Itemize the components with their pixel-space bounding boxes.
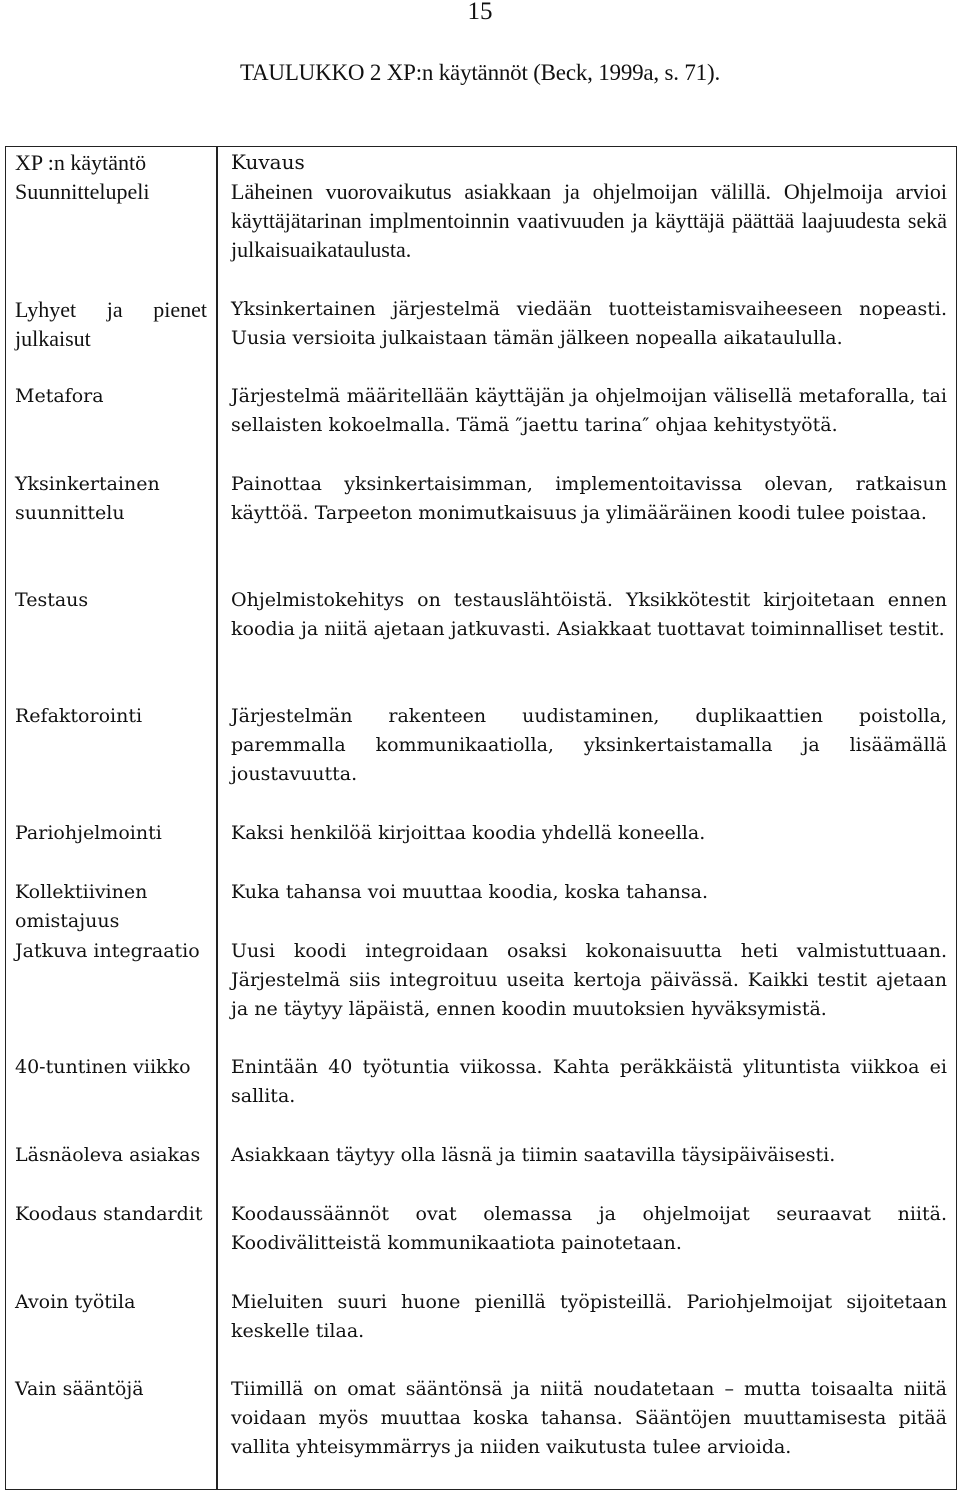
practice-cell: Lyhyet ja pienet julkaisut: [15, 297, 207, 351]
description-cell: Tiimillä on omat sääntönsä ja niitä noudatetaan – mutta toisaalta niitä voidaan myös muuttaa koska tahansa. Sääntöjen muuttamisesta pitää vallita yhteisymmärrys ja niiden vaikutusta tulee arvioida.: [231, 1378, 947, 1458]
practice-cell: Testaus: [15, 589, 89, 611]
practice-cell: Kollektiivinen omistajuus: [15, 881, 148, 932]
description-cell: Järjestelmän rakenteen uudistaminen, duplikaattien poistolla, paremmalla kommunikaatiolla, yksinkertaistamalla ja lisäämällä joustavuutta.: [231, 705, 947, 785]
description-cell: Läheinen vuorovaikutus asiakkaan ja ohjelmoijan välillä. Ohjelmoija arvioi käyttäjätarinan implmentoinnin vaativuuden ja käyttäjä päättää laajuudesta sekä julkaisuaikataulusta.: [231, 179, 947, 262]
practice-cell: Suunnittelupeli: [15, 179, 150, 204]
practice-cell: Refaktorointi: [15, 705, 143, 727]
column-divider: [216, 146, 218, 1490]
practice-cell: Metafora: [15, 385, 104, 407]
practice-cell: Jatkuva integraatio: [15, 940, 200, 962]
description-cell: Yksinkertainen järjestelmä viedään tuotteistamisvaiheeseen nopeasti. Uusia versioita julkaistaan tämän jälkeen nopealla aikataululla.: [231, 298, 947, 349]
header-description: Kuvaus: [231, 150, 305, 174]
practice-cell: Avoin työtila: [15, 1291, 136, 1313]
practice-cell: Pariohjelmointi: [15, 822, 162, 844]
description-cell: Järjestelmä määritellään käyttäjän ja ohjelmoijan välisellä metaforalla, tai sellaisten kokoelmalla. Tämä ″jaettu tarina″ ohjaa kehitystyötä.: [231, 385, 947, 436]
header-practice: XP :n käytäntö: [15, 150, 147, 175]
description-cell: Ohjelmistokehitys on testauslähtöistä. Yksikkötestit kirjoitetaan ennen koodia ja niitä ajetaan jatkuvasti. Asiakkaat tuottavat toiminnalliset testit.: [231, 589, 947, 640]
description-cell: Mieluiten suuri huone pienillä työpisteillä. Pariohjelmoijat sijoitetaan keskelle tilaa.: [231, 1291, 947, 1342]
description-cell: Kuka tahansa voi muuttaa koodia, koska tahansa.: [231, 881, 709, 903]
practice-cell: Vain sääntöjä: [15, 1378, 144, 1400]
practice-cell: Koodaus standardit: [15, 1203, 203, 1225]
description-cell: Koodaussäännöt ovat olemassa ja ohjelmoijat seuraavat niitä. Koodivälitteistä kommunikaatiota painotetaan.: [231, 1203, 947, 1254]
practice-cell: Yksinkertainen suunnittelu: [15, 473, 160, 524]
practice-cell: Läsnäoleva asiakas: [15, 1144, 201, 1166]
description-cell: Enintään 40 työtuntia viikossa. Kahta peräkkäistä ylituntista viikkoa ei sallita.: [231, 1056, 947, 1107]
description-cell: Kaksi henkilöä kirjoittaa koodia yhdellä koneella.: [231, 822, 706, 844]
page-number: 15: [467, 0, 493, 25]
table-caption: TAULUKKO 2 XP:n käytännöt (Beck, 1999a, s. 71).: [240, 60, 720, 85]
description-cell: Asiakkaan täytyy olla läsnä ja tiimin saatavilla täysipäiväisesti.: [231, 1144, 836, 1166]
practice-cell: 40-tuntinen viikko: [15, 1056, 191, 1078]
description-cell: Uusi koodi integroidaan osaksi kokonaisuutta heti valmistuttuaan. Järjestelmä siis integroituu useita kertoja päivässä. Kaikki testit ajetaan ja ne täytyy läpäistä, ennen koodin muutoksien hyväksymistä.: [231, 940, 947, 1020]
description-cell: Painottaa yksinkertaisimman, implementoitavissa olevan, ratkaisun käyttöä. Tarpeeton monimutkaisuus ja ylimääräinen koodi tulee poistaa.: [231, 473, 947, 524]
